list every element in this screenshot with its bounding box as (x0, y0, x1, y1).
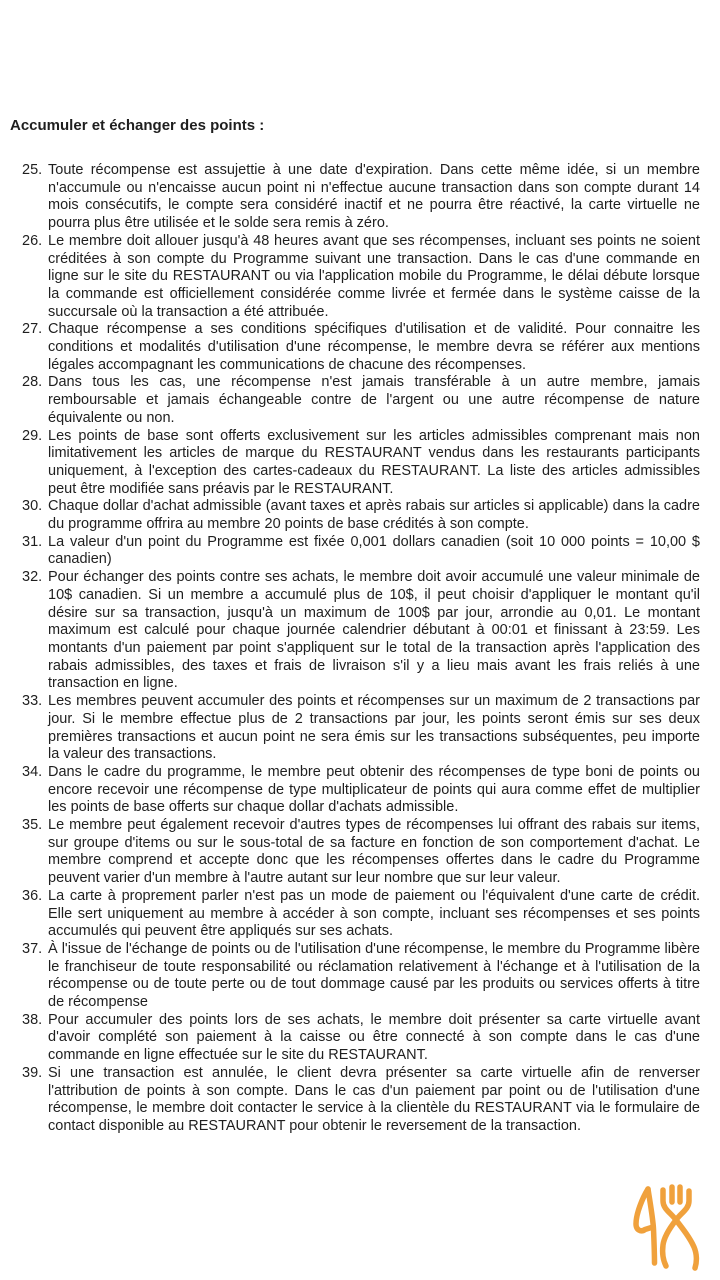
item-text: Chaque récompense a ses conditions spécifiques d'utilisation et de validité. Pour connaitre les conditions et modalités d'utilisation d'une récompense, le membre devra se référer aux mentions légales accompagnant les communications de chacune des récompenses. (48, 321, 700, 373)
terms-item (22, 534, 700, 569)
item-number: 33. (22, 693, 43, 710)
section-heading: Accumuler et échanger des points : (10, 117, 265, 134)
item-number: 25. (22, 162, 43, 178)
restaurant-logo (615, 1175, 720, 1280)
item-number: 32. (22, 569, 43, 586)
item-text: Chaque dollar d'achat admissible (avant taxes et après rabais sur articles si applicable) dans la cadre du programme offrira au membre 20 points de base crédités à son compte. (48, 498, 700, 533)
item-number: 31. (22, 533, 43, 550)
terms-item (22, 374, 700, 427)
item-number: 39. (22, 1064, 43, 1081)
terms-item (22, 693, 700, 764)
item-text: À l'issue de l'échange de points ou de l'utilisation d'une récompense, le membre du Programme libère le franchiseur de toute responsabilité ou réclamation relativement à l'échange et à l'utilisation de la récompense ou de toute perte ou de tout dommage causé par les produits ou services offerts à titre de récompense (48, 940, 700, 1011)
terms-item (22, 1065, 700, 1136)
terms-list (10, 162, 700, 1136)
item-text: Dans tous les cas, une récompense n'est jamais transférable à un autre membre, jamais remboursable et jamais échangeable contre de l'argent ou une autre récompense de nature équivalente ou non. (48, 374, 700, 426)
item-text: Si une transaction est annulée, le client devra présenter sa carte virtuelle afin de renverser l'attribution de points à son compte. Dans le cas d'un paiement par point ou de l'utilisation d'une récompense, le membre doit contacter le service à la clientèle du RESTAURANT via le formulaire de contact disponible au RESTAURANT pour obtenir le reversement de la transaction. (48, 1064, 700, 1134)
item-text: Pour accumuler des points lors de ses achats, le membre doit présenter sa carte virtuelle avant d'avoir complété son paiement à la caisse ou être connecté à son compte dans le cas d'une commande en ligne effectuée sur le site du RESTAURANT. (48, 1011, 700, 1064)
terms-item (22, 233, 700, 322)
terms-item (22, 428, 700, 499)
item-number: 38. (22, 1011, 43, 1028)
terms-item (22, 888, 700, 941)
item-text: Le membre doit allouer jusqu'à 48 heures avant que ses récompenses, incluant ses points ne soient créditées à son compte du Programme suivant une transaction. Dans le cas d'une commande en ligne sur le site du RESTAURANT ou via l'application mobile du Programme, le délai débute lorsque la commande est officiellement considérée comme livrée et fermée dans le système caisse de la succursale où la transaction a été attribuée. (48, 232, 700, 320)
item-number: 37. (22, 940, 43, 957)
item-text: La valeur d'un point du Programme est fixée 0,001 dollars canadien (soit 10 000 points = 10,00 $ canadien) (48, 533, 700, 568)
terms-item (22, 1012, 700, 1065)
terms-item (22, 817, 700, 888)
item-number: 28. (22, 374, 43, 391)
item-number: 30. (22, 498, 43, 515)
fork-knife-icon (615, 1175, 720, 1280)
item-number: 29. (22, 427, 43, 444)
terms-item (22, 764, 700, 817)
item-text: Les membres peuvent accumuler des points et récompenses sur un maximum de 2 transactions par jour. Si le membre effectue plus de 2 transactions par jour, les points seront émis sur ses deux premières transactions et aucun point ne sera émis sur les transactions subséquentes, peu importe la valeur des transactions. (48, 693, 700, 763)
item-text: Pour échanger des points contre ses achats, le membre doit avoir accumulé une valeur minimale de 10$ canadien. Si un membre a accumulé plus de 10$, il peut choisir d'appliquer le montant qu'il désire sur sa transaction, jusqu'à un maximum de 100$ par jour, arrondie au 0,01. Le montant maximum est calculé pour chaque journée calendrier débutant à 00:01 et finissant à 23:59. Les montants d'un paiement par point s'appliquent sur le total de la transaction après l'application des rabais admissibles, des taxes et frais de livraison s'il y a lieu mais avant les frais reliés à une transaction en ligne. (48, 569, 700, 692)
terms-item (22, 162, 700, 233)
item-text: Le membre peut également recevoir d'autres types de récompenses lui offrant des rabais sur items, sur groupe d'items ou sur le sous-total de sa facture en fonction de son comportement d'achat. Le membre comprend et accepte donc que les récompenses offertes dans le cadre du Programme peuvent varier d'un membre à l'autre autant sur leur nombre que sur leur valeur. (48, 817, 700, 887)
terms-item (22, 941, 700, 1012)
item-text: Dans le cadre du programme, le membre peut obtenir des récompenses de type boni de points ou encore recevoir une récompense de type multiplicateur de points qui aura comme effet de multiplier les points de base offerts sur chaque dollar d'achats admissible. (48, 763, 700, 816)
item-number: 26. (22, 232, 43, 249)
terms-item (22, 321, 700, 374)
terms-item (22, 569, 700, 693)
item-number: 34. (22, 763, 43, 780)
item-number: 35. (22, 817, 43, 834)
terms-item (22, 498, 700, 533)
item-number: 27. (22, 321, 43, 338)
item-number: 36. (22, 887, 43, 904)
item-text: Toute récompense est assujettie à une date d'expiration. Dans cette même idée, si un membre n'accumule ou n'encaisse aucun point ni n'effectue aucune transaction dans son compte durant 14 mois consécutifs, le compte sera considéré inactif et ne pourra être réactivé, la carte virtuelle ne pourra plus être utilisée et le solde sera remis à zéro. (48, 162, 700, 232)
item-text: La carte à proprement parler n'est pas un mode de paiement ou l'équivalent d'une carte de crédit. Elle sert uniquement au membre à accéder à son compte, incluant ses récompenses et ses points accumulés qui peuvent être appliqués sur ses achats. (48, 887, 700, 940)
item-text: Les points de base sont offerts exclusivement sur les articles admissibles comprenant mais non limitativement les articles de marque du RESTAURANT vendus dans les restaurants participants uniquement, à l'exception des cartes-cadeaux du RESTAURANT. La liste des articles admissibles peut être modifiée sans préavis par le RESTAURANT. (48, 427, 700, 497)
